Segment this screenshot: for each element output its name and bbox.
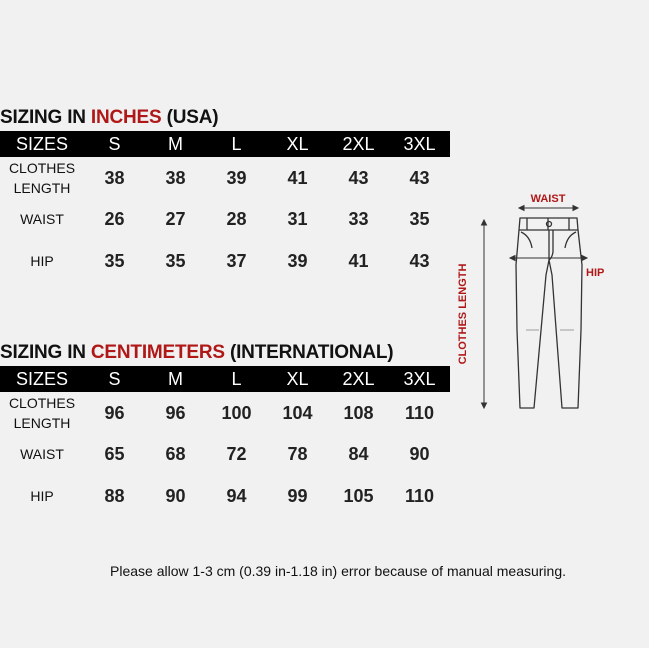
value-cell: 27 (165, 208, 186, 229)
header-cell: XL (267, 131, 328, 157)
value-cell: 33 (348, 208, 369, 229)
value-cell: 110 (404, 402, 435, 423)
row-label: HIP (30, 488, 54, 504)
value-cell: 38 (104, 167, 125, 188)
header-cell: 2XL (328, 131, 389, 157)
value-cell: 43 (348, 167, 369, 188)
value-cell: 43 (409, 250, 430, 271)
header-cell: 2XL (328, 366, 389, 392)
row-label: WAIST (20, 211, 64, 227)
header-cell: 3XL (389, 131, 450, 157)
length-measure-line (482, 220, 487, 408)
centimeters-section-title (0, 342, 393, 364)
row-label: WAIST (20, 446, 64, 462)
length-label: CLOTHES LENGTH (457, 263, 469, 365)
title-prefix: SIZING IN (0, 342, 91, 363)
value-cell: 38 (165, 167, 186, 188)
value-cell: 41 (348, 250, 369, 271)
title-highlight: INCHES (90, 107, 162, 128)
header-cell: L (206, 366, 267, 392)
value-cell: 78 (287, 443, 308, 464)
header-cell: M (145, 366, 206, 392)
table-row (0, 239, 450, 283)
value-cell: 28 (226, 208, 247, 229)
label-line: LENGTH (13, 415, 71, 431)
value-cell: 35 (104, 250, 125, 271)
value-cell: 31 (287, 208, 308, 229)
title-suffix: (INTERNATIONAL) (224, 342, 394, 363)
table-row (0, 392, 450, 434)
table-header-row (0, 366, 450, 392)
header-cell: 3XL (389, 366, 450, 392)
label-line: CLOTHES (8, 395, 76, 411)
value-cell: 90 (165, 485, 186, 506)
table-row (0, 199, 450, 239)
table-row (0, 474, 450, 518)
title-highlight: CENTIMETERS (90, 342, 225, 363)
value-cell: 108 (343, 402, 374, 423)
label-line: LENGTH (13, 180, 71, 196)
measurement-error-note: Please allow 1-3 cm (0.39 in-1.18 in) error because of manual measuring. (110, 563, 567, 579)
table-header-row (0, 131, 450, 157)
header-cell: SIZES (0, 366, 84, 392)
value-cell: 96 (165, 402, 186, 423)
header-cell: M (145, 131, 206, 157)
waist-label: WAIST (530, 193, 566, 205)
pants-measurement-diagram (450, 180, 620, 420)
value-cell: 37 (226, 250, 247, 271)
header-cell: SIZES (0, 131, 84, 157)
inches-size-table (0, 131, 450, 283)
value-cell: 68 (165, 443, 186, 464)
value-cell: 104 (282, 402, 313, 423)
value-cell: 90 (409, 443, 430, 464)
pants-outline-icon (516, 218, 582, 408)
value-cell: 96 (104, 402, 125, 423)
value-cell: 39 (226, 167, 247, 188)
label-line: CLOTHES (8, 160, 76, 176)
value-cell: 43 (409, 167, 430, 188)
header-cell: S (84, 366, 145, 392)
header-cell: L (206, 131, 267, 157)
title-prefix: SIZING IN (0, 107, 91, 128)
value-cell: 99 (287, 485, 308, 506)
value-cell: 35 (165, 250, 186, 271)
table-row (0, 157, 450, 199)
value-cell: 105 (343, 485, 374, 506)
value-cell: 26 (104, 208, 125, 229)
hip-label: HIP (586, 267, 605, 279)
value-cell: 94 (226, 485, 247, 506)
centimeters-size-table (0, 366, 450, 518)
header-cell: XL (267, 366, 328, 392)
value-cell: 88 (104, 485, 125, 506)
row-label (0, 157, 84, 199)
row-label: HIP (30, 253, 54, 269)
title-suffix: (USA) (161, 107, 219, 128)
value-cell: 110 (404, 485, 435, 506)
inches-section-title (0, 107, 218, 129)
waist-measure-line (519, 206, 578, 211)
value-cell: 41 (287, 167, 308, 188)
value-cell: 100 (221, 402, 252, 423)
value-cell: 72 (226, 443, 247, 464)
value-cell: 65 (104, 443, 125, 464)
value-cell: 35 (409, 208, 430, 229)
header-cell: S (84, 131, 145, 157)
value-cell: 84 (348, 443, 369, 464)
value-cell: 39 (287, 250, 308, 271)
row-label (0, 392, 84, 434)
table-row (0, 434, 450, 474)
